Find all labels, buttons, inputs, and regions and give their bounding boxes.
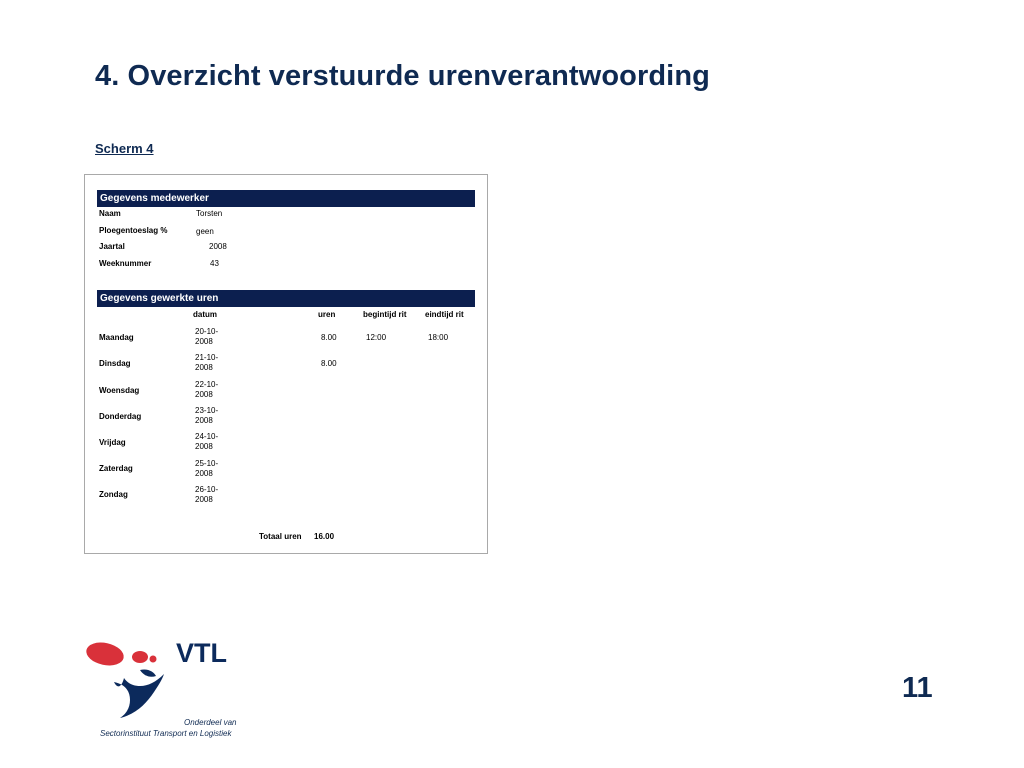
column-header-datum: datum — [193, 310, 217, 319]
field-value-ploegentoeslag: geen — [196, 227, 214, 236]
slide-title: 4. Overzicht verstuurde urenverantwoording — [95, 60, 710, 92]
column-header-begintijd: begintijd rit — [363, 310, 407, 319]
column-header-eindtijd: eindtijd rit — [425, 310, 464, 319]
row-date: 23-10- 2008 — [195, 406, 219, 425]
column-header-uren: uren — [318, 310, 336, 319]
field-label-ploegentoeslag: Ploegentoeslag % — [99, 226, 168, 235]
hours-section-header: Gegevens gewerkte uren — [97, 290, 475, 307]
row-day: Zaterdag — [99, 464, 133, 473]
row-date: 21-10- 2008 — [195, 353, 219, 372]
total-hours-label: Totaal uren — [259, 532, 302, 541]
field-label-jaartal: Jaartal — [99, 242, 125, 251]
page-number: 11 — [902, 672, 933, 704]
logo-tagline-line1: Onderdeel van — [184, 718, 237, 727]
field-label-weeknummer: Weeknummer — [99, 259, 152, 268]
row-day: Donderdag — [99, 412, 142, 421]
row-start-time: 12:00 — [366, 333, 387, 342]
logo-tagline-line2: Sectorinstituut Transport en Logistiek — [100, 729, 232, 738]
row-day: Maandag — [99, 333, 134, 342]
field-value-naam: Torsten — [196, 209, 223, 218]
row-day: Zondag — [99, 490, 128, 499]
timesheet-form — [84, 174, 488, 554]
field-label-naam: Naam — [99, 209, 121, 218]
row-end-time: 18:00 — [428, 333, 449, 342]
row-hours: 8.00 — [321, 333, 337, 342]
screen-link[interactable]: Scherm 4 — [95, 141, 154, 156]
total-hours-value: 16.00 — [314, 532, 335, 541]
field-value-jaartal: 2008 — [209, 242, 227, 251]
row-day: Woensdag — [99, 386, 140, 395]
row-date: 22-10- 2008 — [195, 380, 219, 399]
row-hours: 8.00 — [321, 359, 337, 368]
vtl-logo — [84, 630, 254, 742]
vtl-wordmark: VTL — [176, 638, 227, 668]
row-day: Vrijdag — [99, 438, 126, 447]
row-date: 24-10- 2008 — [195, 432, 219, 451]
field-value-weeknummer: 43 — [210, 259, 219, 268]
row-date: 25-10- 2008 — [195, 459, 219, 478]
row-day: Dinsdag — [99, 359, 131, 368]
row-date: 20-10- 2008 — [195, 327, 219, 346]
row-date: 26-10- 2008 — [195, 485, 219, 504]
employee-section-header: Gegevens medewerker — [97, 190, 475, 207]
